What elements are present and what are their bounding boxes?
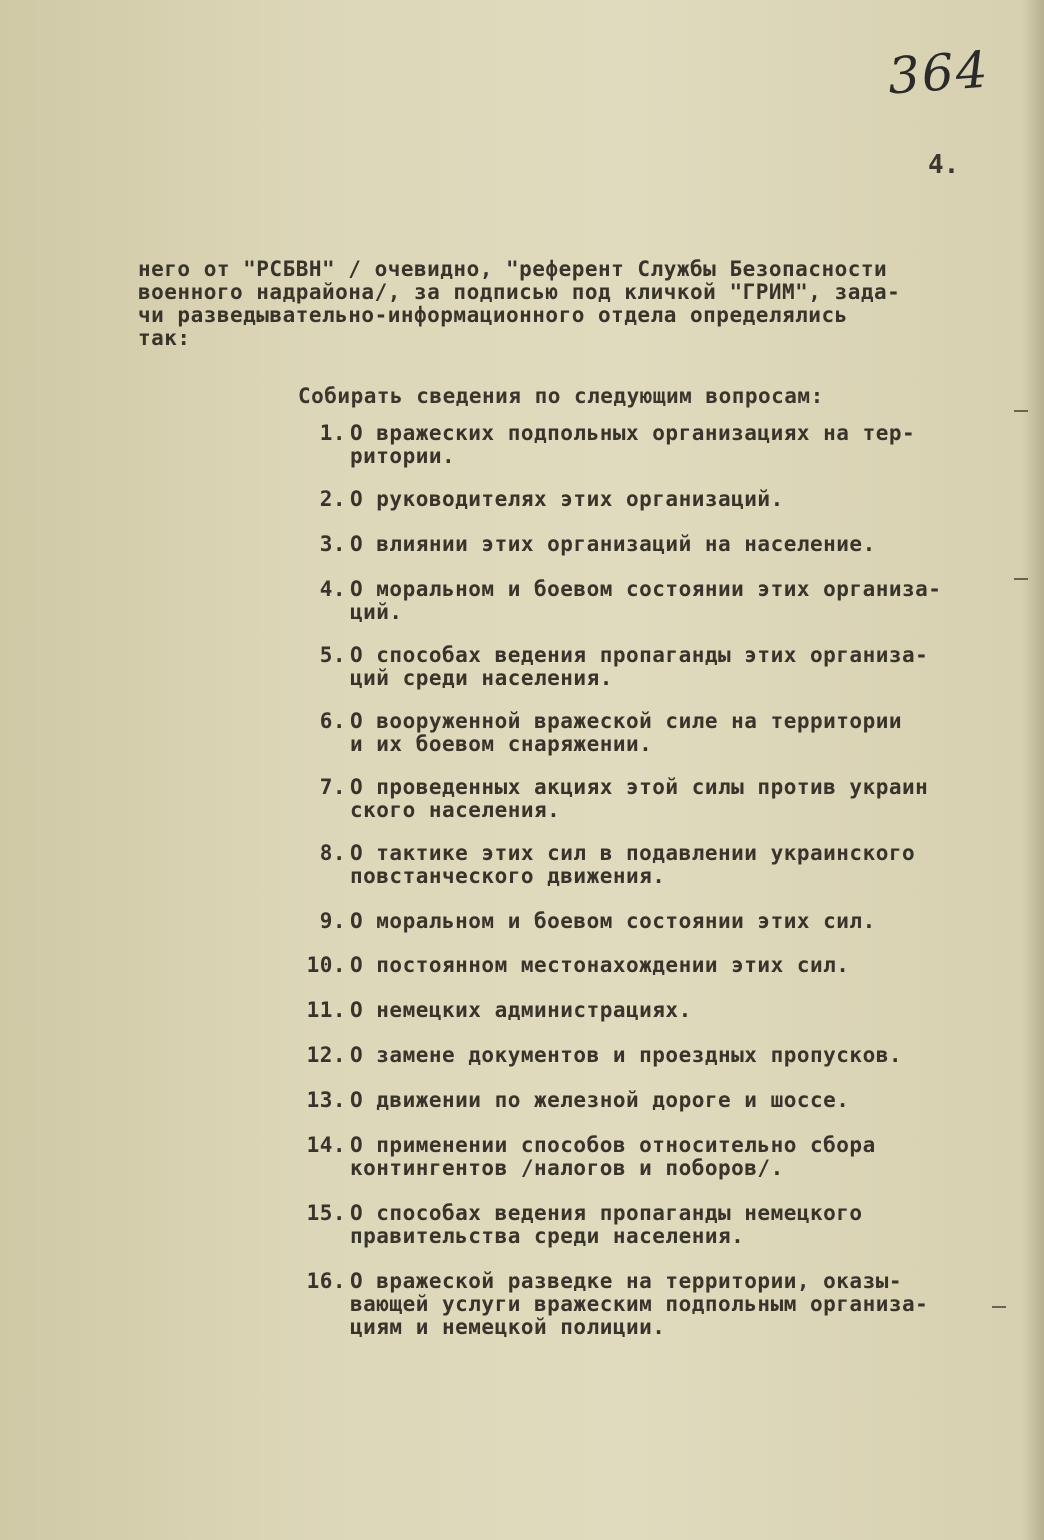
item-number: 16. [306,1269,346,1293]
list-item [282,578,1042,624]
item-number: 5. [319,643,346,667]
item-number: 9. [319,909,346,933]
item-text: О тактике этих сил в подавлении украинского повстанческого движения. [350,841,916,888]
list-item [282,644,1042,690]
list-item [282,1202,1042,1248]
list-heading: Собирать сведения по следующим вопросам: [298,384,824,408]
list-item [282,422,1042,468]
item-number: 6. [319,709,346,733]
item-text: О немецких администрациях. [350,998,692,1022]
page-number: 4. [928,150,960,180]
list-item [282,1089,1042,1112]
item-text: О моральном и боевом состоянии этих организа- ций. [350,577,942,624]
item-number: 11. [306,998,346,1022]
list-item [282,910,1042,933]
list-item [282,1044,1042,1067]
item-number: 12. [306,1043,346,1067]
list-item [282,533,1042,556]
task-list [282,422,1042,1339]
item-number: 15. [306,1201,346,1225]
item-text: О влиянии этих организаций на население. [350,532,876,556]
item-number: 13. [306,1088,346,1112]
item-number: 14. [306,1133,346,1157]
list-item [282,488,1042,511]
item-number: 8. [319,841,346,865]
list-item [282,999,1042,1022]
archive-page-number-handwritten: 364 [886,40,992,106]
item-text: О моральном и боевом состоянии этих сил. [350,909,876,933]
item-text: О вражеской разведке на территории, оказы- вающей услуги вражеским подпольным организа- циям и немецкой полиции. [350,1269,929,1339]
list-item [282,1270,1042,1339]
margin-tick [992,1306,1006,1308]
item-text: О способах ведения пропаганды этих организа- ций среди населения. [350,643,929,690]
list-item [282,842,1042,888]
item-number: 1. [319,421,346,445]
list-item [282,1134,1042,1180]
list-item [282,710,1042,756]
margin-tick [1014,578,1028,580]
item-text: О постоянном местонахождении этих сил. [350,953,850,977]
item-text: О руководителях этих организаций. [350,487,784,511]
item-number: 4. [319,577,346,601]
margin-tick [1014,410,1028,412]
item-number: 7. [319,775,346,799]
item-text: О движении по железной дороге и шоссе. [350,1088,850,1112]
intro-paragraph: него от "РСБВН" / очевидно, "референт Службы Безопасности военного надрайона/, за подписью под кличкой "ГРИМ", зада- чи разведывательно-информационного отдела определялись так: [138,257,901,350]
list-item [282,954,1042,977]
item-text: О проведенных акциях этой силы против украин ского населения. [350,775,929,822]
item-text: О вражеских подпольных организациях на тер- ритории. [350,421,916,468]
item-number: 3. [319,532,346,556]
item-text: О вооруженной вражеской силе на территории и их боевом снаряжении. [350,709,903,756]
item-number: 10. [306,953,346,977]
item-text: О применении способов относительно сбора контингентов /налогов и поборов/. [350,1133,876,1180]
list-item [282,776,1042,822]
item-text: О способах ведения пропаганды немецкого правительства среди населения. [350,1201,863,1248]
item-text: О замене документов и проездных пропусков. [350,1043,903,1067]
item-number: 2. [319,487,346,511]
